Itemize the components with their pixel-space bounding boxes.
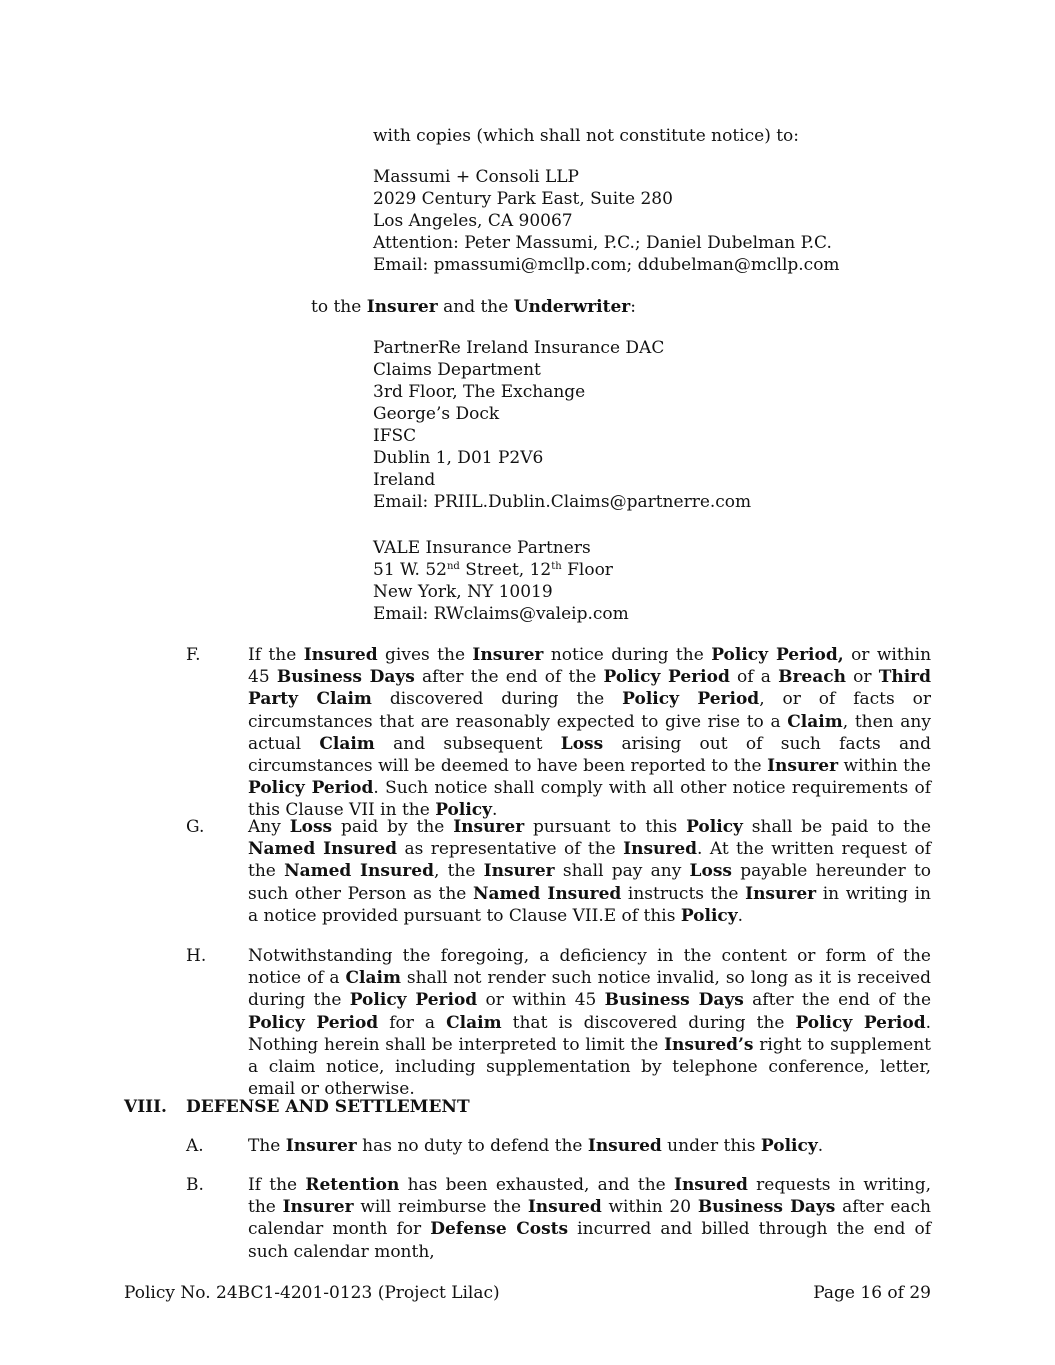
clause-text-run: Any xyxy=(248,817,290,837)
defined-term: Claim xyxy=(446,1012,502,1033)
clause-text-run: instructs the xyxy=(621,883,746,904)
address-text: 51 W. 52 xyxy=(373,560,447,580)
clause-text-run: has been exhausted, and the xyxy=(399,1175,674,1195)
defined-term: Policy xyxy=(680,905,738,926)
address-text: Floor xyxy=(561,560,613,580)
insurer-term: Insurer xyxy=(366,297,438,317)
defined-term: Policy Period xyxy=(603,667,730,688)
clause-text-run: or within 45 xyxy=(248,645,932,688)
clause-f-text xyxy=(248,644,931,822)
clause-text-run: . Nothing herein shall be interpreted to limit the xyxy=(248,1012,932,1055)
address-line: Claims Department xyxy=(373,360,541,380)
address-line: Massumi + Consoli LLP xyxy=(373,167,579,187)
copies-address-block xyxy=(373,166,840,276)
copies-intro: with copies (which shall not constitute notice) to: xyxy=(373,126,800,146)
clause-text-run: . xyxy=(737,905,744,926)
address-line: 3rd Floor, The Exchange xyxy=(373,382,586,402)
clause-text-run: , then any actual xyxy=(248,711,931,754)
defined-term: Named Insured xyxy=(284,861,434,882)
address-line: New York, NY 10019 xyxy=(373,582,553,602)
clause-text-run: discovered during the xyxy=(371,689,623,710)
address-line: Attention: Peter Massumi, P.C.; Daniel Dubelman P.C. xyxy=(373,233,832,253)
clause-text-run: gives the xyxy=(377,645,473,665)
defined-term: Insured xyxy=(587,1136,662,1156)
clause-text-run: . xyxy=(817,1136,824,1156)
clause-text-run: as representative of the xyxy=(397,839,624,860)
defined-term: Named Insured xyxy=(248,839,398,860)
clause-text-run: The xyxy=(248,1136,286,1156)
clause-text-run: right to supplement a claim notice, including supplementation by telephone conference, letter, email or otherwise. xyxy=(248,1034,932,1100)
clause-text-run: requests in writing, the xyxy=(248,1175,932,1218)
clause-text-run: . xyxy=(492,800,498,821)
clause-b-text xyxy=(248,1174,931,1263)
defined-term: Insured xyxy=(527,1197,602,1218)
defined-term: Policy Period xyxy=(622,689,760,710)
footer-page-number: Page 16 of 29 xyxy=(813,1283,931,1303)
clause-label: F. xyxy=(186,645,201,665)
clause-text-run: , or of facts or circumstances that are reasonably expected to give rise to a xyxy=(248,689,931,732)
defined-term: Insured xyxy=(674,1175,748,1195)
address-line: IFSC xyxy=(373,426,417,446)
insurer-intro xyxy=(311,296,636,318)
defined-term: Insured’s xyxy=(664,1034,754,1055)
address-line: PartnerRe Ireland Insurance DAC xyxy=(373,338,665,358)
clause-text-run: and subsequent xyxy=(374,733,561,754)
defined-term: Insurer xyxy=(767,756,839,777)
defined-term: Loss xyxy=(289,817,333,837)
insurer-intro-text: : xyxy=(630,297,636,317)
section-title: DEFENSE AND SETTLEMENT xyxy=(186,1097,470,1117)
address-line: Email: pmassumi@mcllp.com; ddubelman@mcllp.com xyxy=(373,255,840,275)
clause-label: G. xyxy=(186,817,205,837)
defined-term: Insured xyxy=(623,839,698,860)
clause-text-run: under this xyxy=(661,1136,761,1156)
defined-term: Policy Period xyxy=(349,990,478,1011)
clause-g-text xyxy=(248,816,931,927)
clause-text-run: of a xyxy=(729,667,779,688)
clause-text-run: for a xyxy=(378,1012,447,1033)
address-line: George’s Dock xyxy=(373,404,500,424)
defined-term: Loss xyxy=(689,861,732,882)
clause-label: A. xyxy=(186,1136,204,1156)
clause-text-run: notice during the xyxy=(543,645,712,665)
section-number: VIII. xyxy=(124,1097,167,1117)
defined-term: Retention xyxy=(305,1175,400,1195)
defined-term: Claim xyxy=(319,733,375,754)
clause-text-run: after the end of the xyxy=(414,667,604,688)
clause-text-run: after each calendar month for xyxy=(248,1197,932,1240)
clause-label: B. xyxy=(186,1175,204,1195)
clause-text-run: after the end of the xyxy=(743,990,932,1011)
defined-term: Loss xyxy=(560,733,604,754)
address-line: VALE Insurance Partners xyxy=(373,538,591,558)
defined-term: Business Days xyxy=(697,1197,836,1218)
clause-text-run: paid by the xyxy=(332,817,454,837)
defined-term: Insurer xyxy=(472,645,544,665)
defined-term: Insurer xyxy=(282,1197,354,1218)
clause-text-run: or xyxy=(845,667,879,688)
address-line: Los Angeles, CA 90067 xyxy=(373,211,573,231)
defined-term: Policy xyxy=(760,1136,818,1156)
defined-term: Claim xyxy=(345,968,401,989)
partnerre-address-block xyxy=(373,337,751,513)
ordinal-suffix: th xyxy=(551,561,562,572)
defined-term: Named Insured xyxy=(472,883,622,904)
clause-text-run: has no duty to defend the xyxy=(356,1136,588,1156)
defined-term: Insured xyxy=(303,645,378,665)
defined-term: Policy Period xyxy=(795,1012,926,1033)
defined-term: Policy xyxy=(686,817,743,837)
address-line: Dublin 1, D01 P2V6 xyxy=(373,448,544,468)
defined-term: Claim xyxy=(787,711,843,732)
address-line: Ireland xyxy=(373,470,436,490)
clause-text-run: shall be paid to the xyxy=(742,817,932,837)
defined-term: Policy Period xyxy=(248,1012,379,1033)
clause-text-run: Notwithstanding the foregoing, a deficiency in the content or form of the notice of a xyxy=(248,946,931,989)
defined-term: Policy Period, xyxy=(711,645,844,665)
defined-term: Third Party Claim xyxy=(248,667,932,710)
clause-text-run: payable hereunder to such other Person as the xyxy=(248,861,932,904)
clause-text-run: in writing in a notice provided pursuant to Clause VII.E of this xyxy=(248,883,931,926)
insurer-intro-text: to the xyxy=(311,297,367,317)
defined-term: Insurer xyxy=(483,861,555,882)
clause-text-run: If the xyxy=(248,1175,306,1195)
clause-text-run: . Such notice shall comply with all other notice requirements of this Clause VII in the xyxy=(248,778,932,821)
underwriter-term: Underwriter xyxy=(513,297,631,317)
defined-term: Insurer xyxy=(285,1136,357,1156)
address-line: Email: PRIIL.Dublin.Claims@partnerre.com xyxy=(373,492,752,512)
clause-text-run: arising out of such facts and circumstances will be deemed to have been reported to the xyxy=(248,733,931,777)
clause-text-run: , the xyxy=(433,861,484,882)
clause-text-run: shall pay any xyxy=(554,861,690,882)
clause-text-run: . At the written request of the xyxy=(248,839,931,882)
defined-term: Insurer xyxy=(745,883,817,904)
defined-term: Breach xyxy=(778,667,846,688)
insurer-intro-text: and the xyxy=(437,297,514,317)
clause-text-run: that is discovered during the xyxy=(501,1012,796,1033)
defined-term: Business Days xyxy=(604,990,744,1011)
clause-text-run: within the xyxy=(838,756,931,777)
address-text: Street, 12 xyxy=(459,560,552,580)
clause-text-run: incurred and billed through the end of such calendar month, xyxy=(248,1219,931,1262)
address-line: Email: RWclaims@valeip.com xyxy=(373,604,629,624)
defined-term: Policy Period xyxy=(248,778,374,799)
ordinal-suffix: nd xyxy=(446,561,460,572)
defined-term: Insurer xyxy=(453,817,525,837)
clause-text-run: pursuant to this xyxy=(524,817,687,837)
address-line xyxy=(373,559,629,581)
clause-label: H. xyxy=(186,946,207,966)
clause-a-text xyxy=(248,1135,931,1157)
clause-text-run: If the xyxy=(248,645,304,665)
clause-text-run: shall not render such notice invalid, so long as it is received during the xyxy=(248,968,931,1011)
clause-text-run: within 20 xyxy=(601,1197,698,1218)
vale-address-block xyxy=(373,537,629,625)
defined-term: Policy xyxy=(435,800,493,821)
footer-policy-number: Policy No. 24BC1-4201-0123 (Project Lilac) xyxy=(124,1283,500,1303)
clause-h-text xyxy=(248,945,931,1100)
defined-term: Defense Costs xyxy=(430,1219,569,1240)
clause-text-run: or within 45 xyxy=(477,990,605,1011)
clause-text-run: will reimburse the xyxy=(353,1197,528,1218)
address-line: 2029 Century Park East, Suite 280 xyxy=(373,189,673,209)
defined-term: Business Days xyxy=(276,667,415,688)
